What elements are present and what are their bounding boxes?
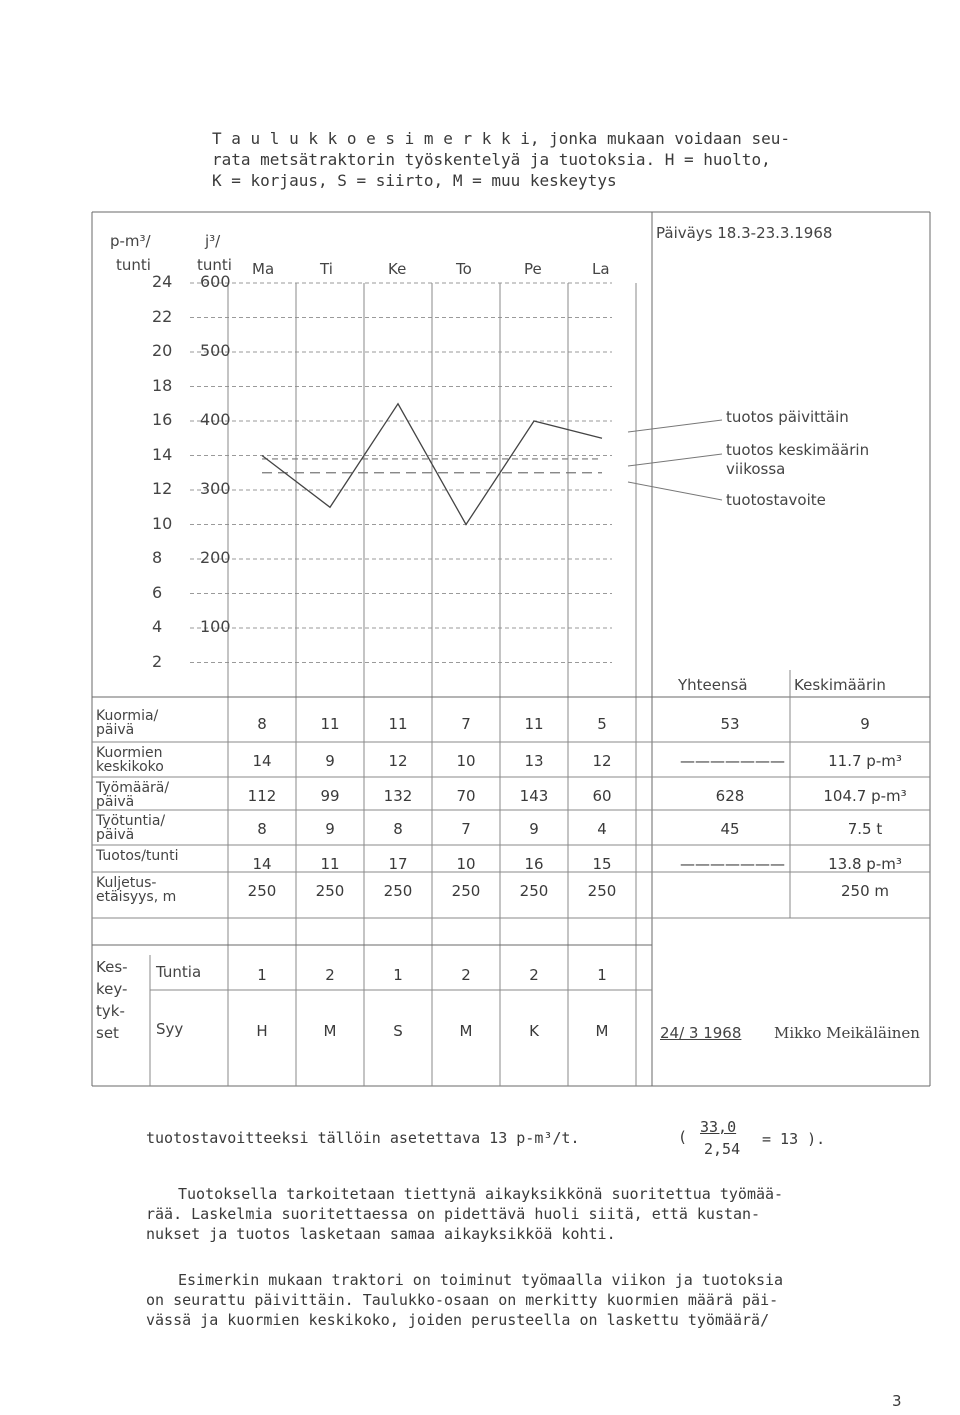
table-cell: 17: [388, 855, 408, 873]
formula-open: (: [678, 1128, 688, 1146]
table-cell: 14: [252, 855, 272, 873]
table-cell: 7: [461, 820, 471, 838]
day-header: Pe: [524, 260, 542, 278]
legend-target: tuotostavoite: [726, 491, 826, 509]
reason-cell: H: [256, 1022, 268, 1040]
table-cell: 8: [257, 820, 267, 838]
reason-label: Syy: [156, 1020, 184, 1038]
formula-line: [146, 1128, 579, 1148]
average-cell: 13.8 p-m³: [828, 855, 902, 873]
legend-daily: tuotos päivittäin: [726, 408, 849, 426]
hours-cell: 2: [461, 966, 471, 984]
right-tick-label: 200: [200, 548, 231, 567]
left-tick-label: 20: [152, 341, 173, 360]
table-cell: 9: [325, 820, 335, 838]
legend-average: tuotos keskimäärin: [726, 441, 870, 459]
table-cell: 250: [247, 882, 277, 900]
table-cell: 11: [320, 715, 340, 733]
paragraph-1: [178, 1184, 783, 1204]
formula-numerator: 33,0: [700, 1118, 737, 1136]
reason-cell: S: [393, 1022, 403, 1040]
table-cell: 70: [456, 787, 476, 805]
signature-date: 24/ 3 1968: [660, 1024, 742, 1042]
table-cell: 60: [592, 787, 612, 805]
paragraph-line: Tuotoksella tarkoitetaan tiettynä aikayksikkönä suoritettua työmää-: [178, 1185, 784, 1203]
legend-arrow: [628, 454, 722, 466]
table-cell: 5: [597, 715, 607, 733]
table-cell: 4: [597, 820, 607, 838]
right-tick-label: 500: [200, 341, 231, 360]
table-cell: 12: [388, 752, 408, 770]
stops-group-label: set: [96, 1024, 119, 1042]
table-cell: 15: [592, 855, 612, 873]
hours-cell: 1: [257, 966, 267, 984]
table-cell: 11: [320, 855, 340, 873]
stops-group-label: key-: [96, 980, 128, 998]
stops-group-label: tyk-: [96, 1002, 125, 1020]
table-cell: 10: [456, 752, 476, 770]
hours-cell: 1: [393, 966, 403, 984]
table-cell: 8: [393, 820, 403, 838]
table-cell: 7: [461, 715, 471, 733]
intro-line: T a u l u k k o e s i m e r k k i, jonka mukaan voidaan seu-: [212, 129, 790, 148]
row-label-2: päivä: [96, 794, 135, 810]
left-tick-label: 10: [152, 513, 173, 533]
paragraph-2b: [146, 1290, 778, 1330]
table-cell: 9: [325, 752, 335, 770]
row-label: Kuormia/: [96, 708, 159, 724]
signature-name: Mikko Meikäläinen: [774, 1024, 920, 1042]
table-cell: 11: [524, 715, 544, 733]
hours-cell: 1: [597, 966, 607, 984]
reason-cell: M: [323, 1022, 337, 1040]
row-label: Kuormien: [96, 745, 163, 761]
left-tick-label: 6: [152, 582, 163, 602]
row-label-2: etäisyys, m: [96, 889, 177, 905]
row-label: Kuljetus-: [96, 875, 157, 891]
right-axis-title-2: tunti: [197, 256, 232, 274]
hours-cell: 2: [529, 966, 539, 984]
left-tick-label: 16: [152, 410, 173, 429]
average-cell: 104.7 p-m³: [823, 787, 907, 805]
table-cell: 12: [592, 752, 612, 770]
average-cell: 7.5 t: [847, 820, 883, 838]
formula-denominator: 2,54: [704, 1140, 741, 1158]
day-header: La: [592, 260, 610, 278]
left-tick-label: 2: [152, 651, 163, 671]
table-cell: 14: [252, 752, 272, 770]
row-label: Työmäärä/: [96, 780, 170, 796]
table-cell: 250: [451, 882, 481, 900]
left-tick-label: 14: [152, 444, 173, 464]
date-label: Päiväys 18.3-23.3.1968: [656, 224, 833, 242]
table-cell: 250: [587, 882, 617, 900]
table-cell: 132: [383, 787, 413, 805]
day-header: Ke: [388, 260, 407, 278]
row-label-2: päivä: [96, 722, 135, 738]
table-cell: 9: [529, 820, 539, 838]
total-cell: 53: [720, 715, 740, 733]
table-cell: 250: [383, 882, 413, 900]
total-cell: 45: [720, 820, 740, 838]
table-cell: 11: [388, 715, 408, 733]
paragraph-line: on seurattu päivittäin. Taulukko-osaan on merkitty kuormien määrä päi-: [146, 1291, 779, 1309]
right-tick-label: 400: [200, 410, 231, 429]
day-header: Ma: [252, 260, 275, 278]
table-cell: 13: [524, 752, 544, 770]
row-label-2: keskikoko: [96, 759, 164, 775]
table-cell: 10: [456, 855, 476, 873]
header-total: Yhteensä: [678, 676, 748, 694]
table-cell: 143: [519, 787, 549, 805]
left-tick-label: 22: [152, 306, 173, 326]
total-cell: ———————: [680, 855, 785, 873]
intro-line: K = korjaus, S = siirto, M = muu keskeytys: [212, 171, 617, 190]
total-cell: ———————: [680, 752, 785, 770]
table-cell: 250: [519, 882, 549, 900]
left-tick-label: 18: [152, 375, 173, 395]
day-header: To: [456, 260, 472, 278]
table-cell: 99: [320, 787, 340, 805]
average-cell: 9: [860, 715, 870, 733]
left-axis-title-1: p-m³/: [110, 232, 151, 250]
right-tick-label: 100: [200, 617, 231, 636]
reason-cell: M: [595, 1022, 609, 1040]
paragraph-2: [178, 1270, 783, 1290]
legend-arrow: [628, 420, 722, 432]
left-tick-label: 8: [152, 548, 163, 567]
row-label: Tuotos/tunti: [96, 848, 179, 864]
legend-arrow: [628, 482, 722, 500]
row-label-2: päivä: [96, 827, 135, 843]
average-cell: 250 m: [840, 882, 889, 900]
hours-cell: 2: [325, 966, 335, 984]
table-cell: 8: [257, 715, 267, 733]
left-tick-label: 12: [152, 479, 173, 498]
average-cell: 11.7 p-m³: [828, 752, 902, 770]
intro-line: rata metsätraktorin työskentelyä ja tuotoksia. H = huolto,: [212, 150, 771, 169]
paragraph-line: Esimerkin mukaan traktori on toiminut työmaalla viikon ja tuotoksia: [178, 1271, 784, 1289]
header-average: Keskimäärin: [794, 676, 886, 694]
right-axis-title-1: j³/: [205, 232, 221, 250]
reason-cell: K: [529, 1022, 539, 1040]
stops-group-label: Kes-: [96, 958, 128, 976]
paragraph-line: vässä ja kuormien keskikoko, joiden perusteella on laskettu työmäärä/: [146, 1311, 770, 1329]
legend-average-2: viikossa: [726, 460, 786, 478]
row-label: Työtuntia/: [96, 813, 166, 829]
formula-text: tuotostavoitteeksi tällöin asetettava 13 p-m³/t.: [146, 1129, 580, 1147]
page-number: 3: [892, 1392, 902, 1410]
formula-result: = 13 ).: [762, 1130, 826, 1148]
table-cell: 112: [247, 787, 277, 805]
left-axis-title-2: tunti: [116, 256, 151, 274]
total-cell: 628: [715, 787, 745, 805]
hours-label: Tuntia: [156, 963, 202, 981]
right-tick-label: 600: [200, 272, 231, 291]
right-tick-label: 300: [200, 479, 231, 498]
reason-cell: M: [459, 1022, 473, 1040]
paragraph-1b: [146, 1204, 760, 1244]
left-tick-label: 4: [152, 617, 163, 636]
left-tick-label: 24: [152, 272, 173, 291]
table-cell: 16: [524, 855, 544, 873]
paragraph-line: rää. Laskelmia suoritettaessa on pidettävä huoli siitä, että kustan-: [146, 1205, 761, 1223]
day-header: Ti: [320, 260, 333, 278]
table-cell: 250: [315, 882, 345, 900]
paragraph-line: nukset ja tuotos lasketaan samaa aikayksikköä kohti.: [146, 1225, 616, 1243]
